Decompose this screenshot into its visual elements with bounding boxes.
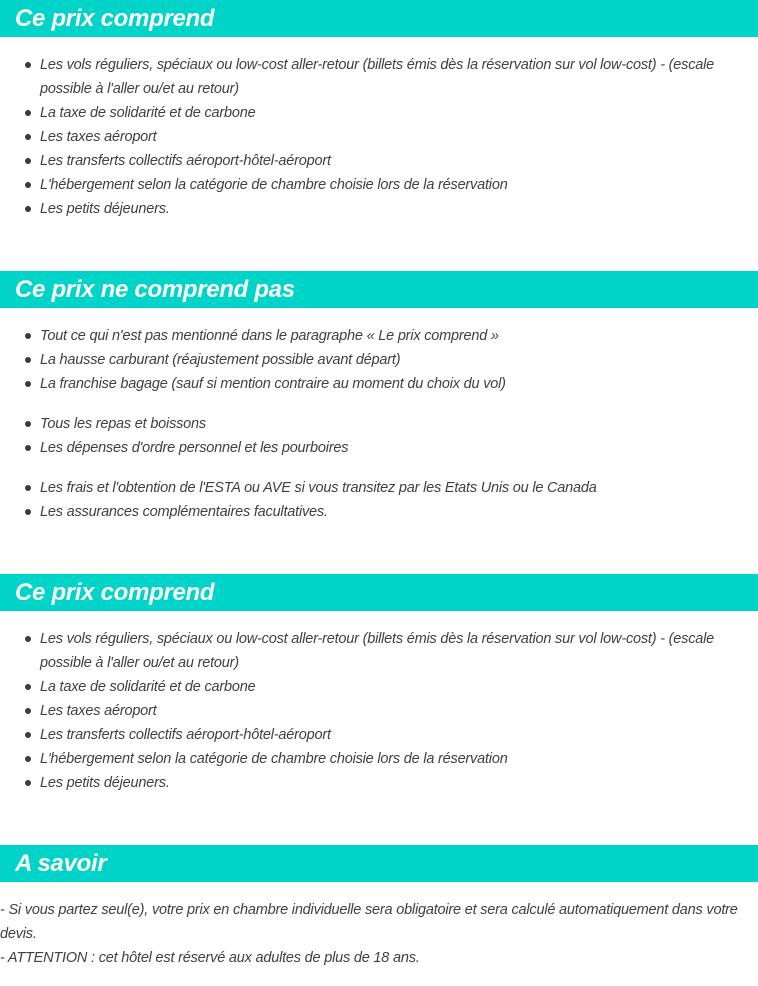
bullet-icon — [25, 357, 31, 363]
list-item: La franchise bagage (sauf si mention contraire au moment du choix du vol) — [0, 372, 740, 396]
list-item: Les dépenses d'ordre personnel et les pourboires — [0, 436, 740, 460]
bullet-icon — [25, 485, 31, 491]
list-item: La taxe de solidarité et de carbone — [0, 675, 740, 699]
bullet-icon — [25, 780, 31, 786]
bullet-icon — [25, 134, 31, 140]
bullet-icon — [25, 206, 31, 212]
price-excludes-list — [0, 324, 740, 524]
list-item: Les taxes aéroport — [0, 699, 740, 723]
section-title: Ce prix ne comprend pas — [15, 276, 295, 303]
bullet-icon — [25, 333, 31, 339]
list-item: La hausse carburant (réajustement possible avant départ) — [0, 348, 740, 372]
list-item: Tout ce qui n'est pas mentionné dans le paragraphe « Le prix comprend » — [0, 324, 740, 348]
bullet-icon — [25, 732, 31, 738]
list-item: Les vols réguliers, spéciaux ou low-cost aller-retour (billets émis dès la réservation sur vol low-cost) - (escale possible à l'aller ou/et au retour) — [0, 53, 740, 101]
list-item: Les frais et l'obtention de l'ESTA ou AVE si vous transitez par les Etats Unis ou le Canada — [0, 476, 740, 500]
list-item: Les transferts collectifs aéroport-hôtel-aéroport — [0, 723, 740, 747]
bullet-icon — [25, 381, 31, 387]
bullet-icon — [25, 182, 31, 188]
price-includes-list-repeat — [0, 627, 740, 795]
list-item: L'hébergement selon la catégorie de chambre choisie lors de la réservation — [0, 747, 740, 771]
good-to-know-notes — [0, 898, 752, 970]
section-title: A savoir — [15, 850, 107, 877]
bullet-icon — [25, 708, 31, 714]
section-header-good-to-know — [0, 845, 758, 882]
section-header-price-excludes — [0, 271, 758, 308]
bullet-icon — [25, 756, 31, 762]
list-item: Les petits déjeuners. — [0, 771, 740, 795]
list-item: Tous les repas et boissons — [0, 412, 740, 436]
section-title: Ce prix comprend — [15, 5, 215, 32]
bullet-icon — [25, 110, 31, 116]
bullet-icon — [25, 509, 31, 515]
list-item: Les vols réguliers, spéciaux ou low-cost aller-retour (billets émis dès la réservation sur vol low-cost) - (escale possible à l'aller ou/et au retour) — [0, 627, 740, 675]
bullet-icon — [25, 445, 31, 451]
bullet-icon — [25, 636, 31, 642]
note-adults-only: - ATTENTION : cet hôtel est réservé aux adultes de plus de 18 ans. — [0, 950, 420, 966]
list-item: Les transferts collectifs aéroport-hôtel-aéroport — [0, 149, 740, 173]
bullet-icon — [25, 684, 31, 690]
list-item: La taxe de solidarité et de carbone — [0, 101, 740, 125]
price-includes-list — [0, 53, 740, 221]
bullet-icon — [25, 421, 31, 427]
list-item: Les petits déjeuners. — [0, 197, 740, 221]
bullet-icon — [25, 158, 31, 164]
list-item: Les assurances complémentaires facultatives. — [0, 500, 740, 524]
bullet-icon — [25, 62, 31, 68]
section-header-price-includes-repeat — [0, 574, 758, 611]
list-item: Les taxes aéroport — [0, 125, 740, 149]
section-header-price-includes — [0, 0, 758, 37]
section-title: Ce prix comprend — [15, 579, 215, 606]
list-item: L'hébergement selon la catégorie de chambre choisie lors de la réservation — [0, 173, 740, 197]
note-solo-traveler: - Si vous partez seul(e), votre prix en chambre individuelle sera obligatoire et sera calculé automatiquement dans votre devis. — [0, 902, 738, 942]
